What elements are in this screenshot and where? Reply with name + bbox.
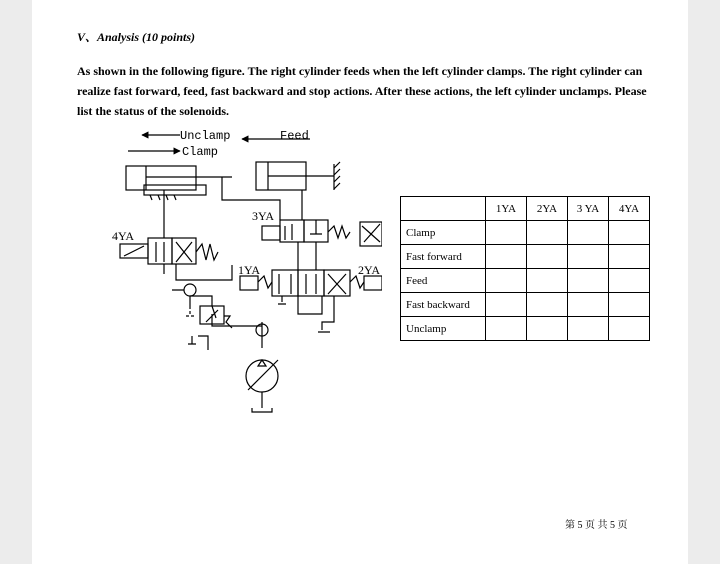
solenoid-2ya-label: 2YA [358, 263, 381, 277]
feed-label: Feed [280, 129, 309, 143]
status-cell[interactable] [609, 317, 650, 341]
table-header-row [401, 197, 650, 221]
status-cell[interactable] [486, 317, 527, 341]
status-cell[interactable] [568, 317, 609, 341]
table-row [401, 269, 650, 293]
status-cell[interactable] [486, 269, 527, 293]
exam-page [32, 0, 688, 564]
status-cell[interactable] [527, 269, 568, 293]
table-row [401, 293, 650, 317]
feed-cylinder [256, 162, 340, 190]
relief-valve [172, 284, 232, 350]
row-label: Clamp [401, 221, 486, 245]
solenoid-3ya-label: 3YA [252, 209, 275, 223]
column-header: 3 YA [568, 197, 609, 221]
status-cell[interactable] [486, 245, 527, 269]
status-cell[interactable] [527, 317, 568, 341]
unclamp-label: Unclamp [180, 129, 231, 143]
row-label: Fast forward [401, 245, 486, 269]
status-cell[interactable] [609, 293, 650, 317]
status-cell[interactable] [568, 245, 609, 269]
status-cell[interactable] [527, 245, 568, 269]
page-footer: 第 5 页 共 5 页 [565, 520, 628, 531]
status-cell[interactable] [527, 293, 568, 317]
status-cell[interactable] [527, 221, 568, 245]
question-text: As shown in the following figure. The right cylinder feeds when the left cylinder clamps. The right cylinder can realize fast forward, feed, fast backward and stop actions. After these actions, the left cylinder unclamps. Please list the status of the solenoids. [77, 64, 647, 118]
solenoid-status-table [400, 196, 650, 341]
section-heading: V、Analysis (10 points) [77, 30, 196, 44]
solenoid-4ya-label: 4YA [112, 229, 135, 243]
hydraulic-circuit-diagram [72, 122, 382, 422]
valve-3ya [262, 220, 382, 246]
row-label: Fast backward [401, 293, 486, 317]
row-label: Feed [401, 269, 486, 293]
column-header: 2YA [527, 197, 568, 221]
column-header: 4YA [609, 197, 650, 221]
status-cell[interactable] [609, 269, 650, 293]
table-corner-cell [401, 197, 486, 221]
table-row [401, 317, 650, 341]
status-cell[interactable] [568, 269, 609, 293]
column-header: 1YA [486, 197, 527, 221]
valve-4ya [120, 238, 218, 264]
clamp-label: Clamp [182, 145, 219, 159]
table-row [401, 221, 650, 245]
status-cell[interactable] [486, 221, 527, 245]
status-cell[interactable] [609, 221, 650, 245]
status-cell[interactable] [568, 221, 609, 245]
status-cell[interactable] [609, 245, 650, 269]
solenoid-1ya-label: 1YA [238, 263, 261, 277]
pump [246, 360, 278, 412]
clamp-cylinder [126, 166, 232, 200]
status-cell[interactable] [486, 293, 527, 317]
table-row [401, 245, 650, 269]
row-label: Unclamp [401, 317, 486, 341]
status-cell[interactable] [568, 293, 609, 317]
